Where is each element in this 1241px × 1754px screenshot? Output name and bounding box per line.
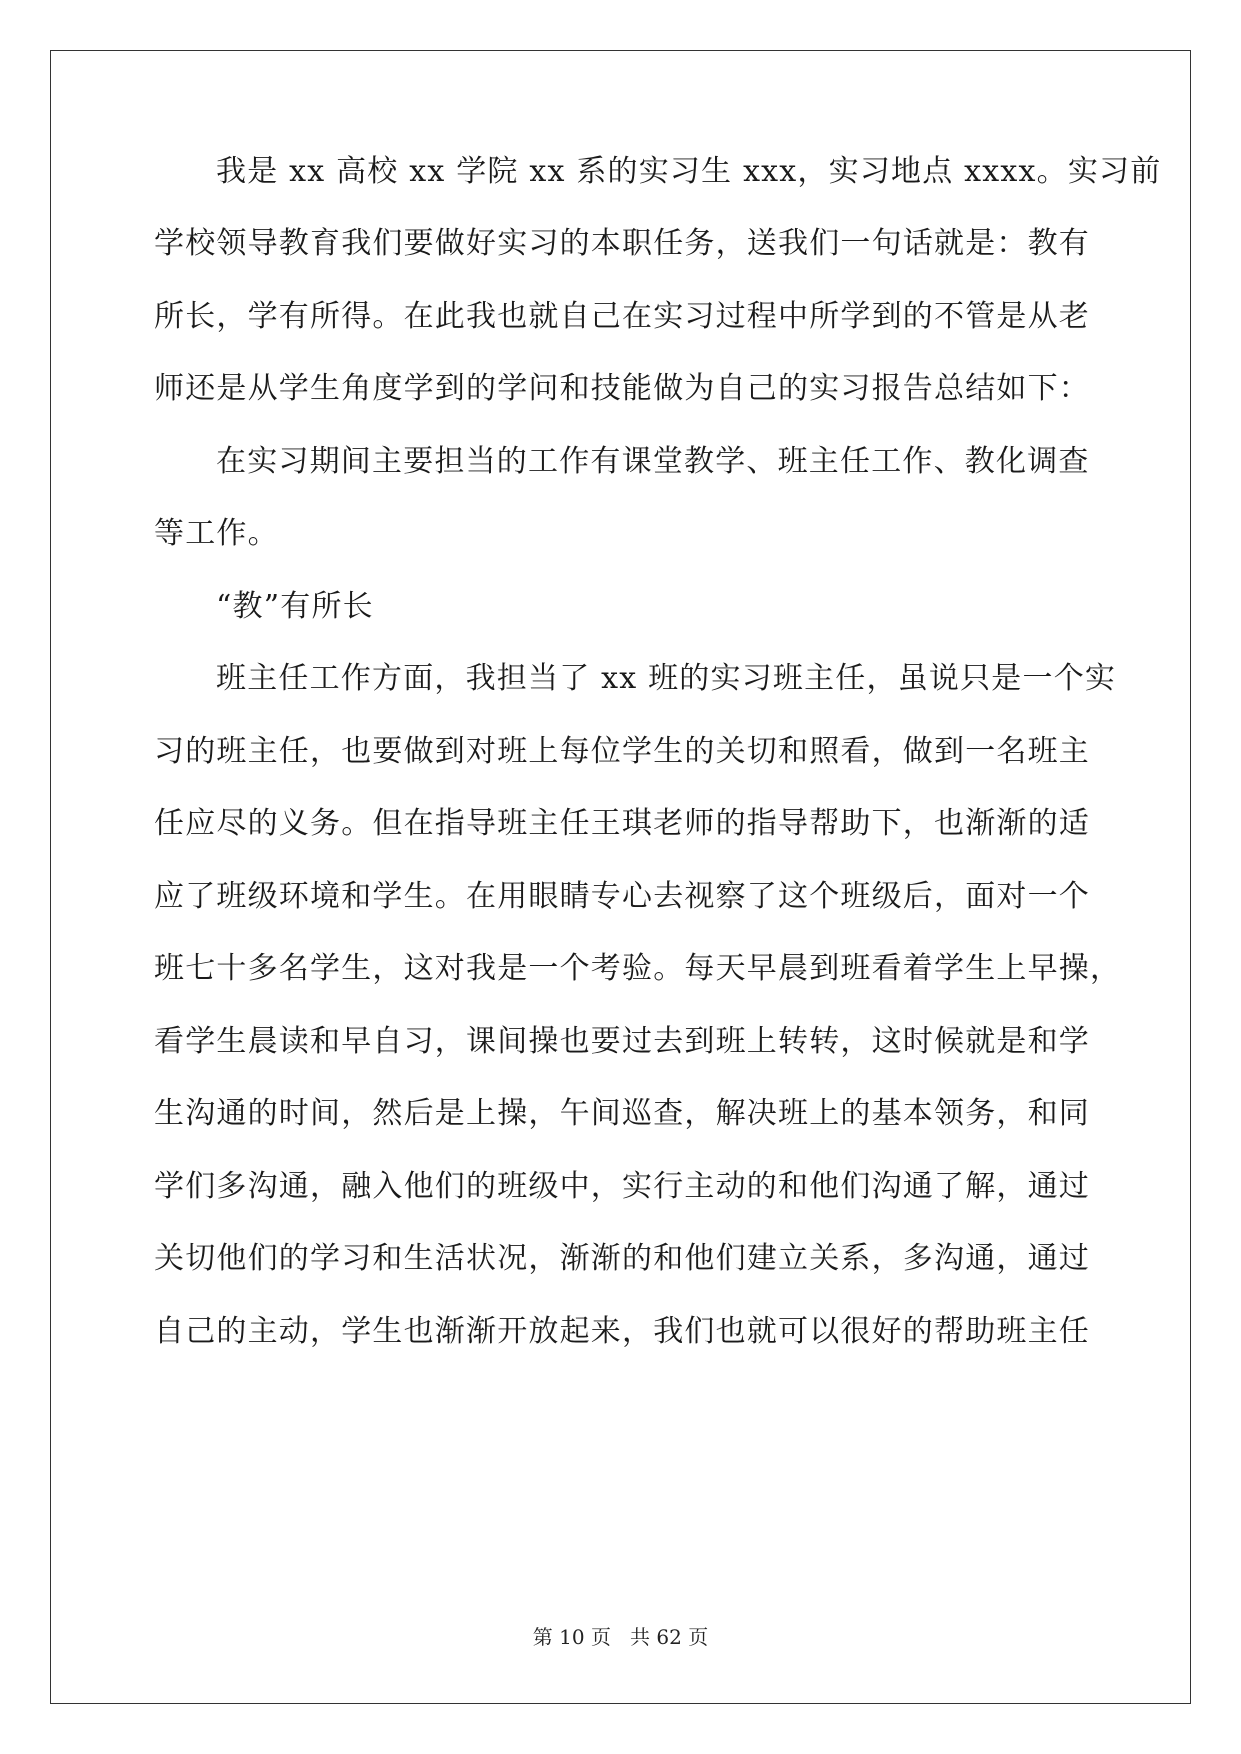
paragraph-line: 师还是从学生角度学到的学问和技能做为自己的实习报告总结如下： — [154, 371, 1090, 406]
paragraph-line: 所长，学有所得。在此我也就自己在实习过程中所学到的不管是从老 — [154, 299, 1090, 334]
page-total: 共 62 页 — [630, 1625, 709, 1649]
paragraph-line: 看学生晨读和早自习，课间操也要过去到班上转转，这时候就是和学 — [154, 1024, 1090, 1059]
paragraph-line: 等工作。 — [154, 516, 279, 551]
page-footer — [0, 1624, 1241, 1650]
section-heading: “教”有所长 — [216, 589, 374, 624]
paragraph-line: 我是 xx 高校 xx 学院 xx 系的实习生 xxx，实习地点 xxxx。实习前 — [216, 154, 1162, 189]
paragraph-line: 在实习期间主要担当的工作有课堂教学、班主任工作、教化调查 — [216, 444, 1090, 479]
paragraph-line: 班七十多名学生，这对我是一个考验。每天早晨到班看着学生上早操， — [154, 951, 1122, 986]
paragraph-line: 学校领导教育我们要做好实习的本职任务，送我们一句话就是：教有 — [154, 226, 1090, 261]
paragraph-line: 学们多沟通，融入他们的班级中，实行主动的和他们沟通了解，通过 — [154, 1169, 1090, 1204]
paragraph-line: 生沟通的时间，然后是上操，午间巡查，解决班上的基本领务，和同 — [154, 1096, 1090, 1131]
paragraph-line: 班主任工作方面，我担当了 xx 班的实习班主任，虽说只是一个实 — [216, 661, 1117, 696]
page-number: 第 10 页 — [532, 1625, 611, 1649]
paragraph-line: 任应尽的义务。但在指导班主任王琪老师的指导帮助下，也渐渐的适 — [154, 806, 1090, 841]
paragraph-line: 自己的主动，学生也渐渐开放起来，我们也就可以很好的帮助班主任 — [154, 1314, 1090, 1349]
paragraph-line: 关切他们的学习和生活状况，渐渐的和他们建立关系，多沟通，通过 — [154, 1241, 1090, 1276]
paragraph-line: 应了班级环境和学生。在用眼睛专心去视察了这个班级后，面对一个 — [154, 879, 1090, 914]
paragraph-line: 习的班主任，也要做到对班上每位学生的关切和照看，做到一名班主 — [154, 734, 1090, 769]
